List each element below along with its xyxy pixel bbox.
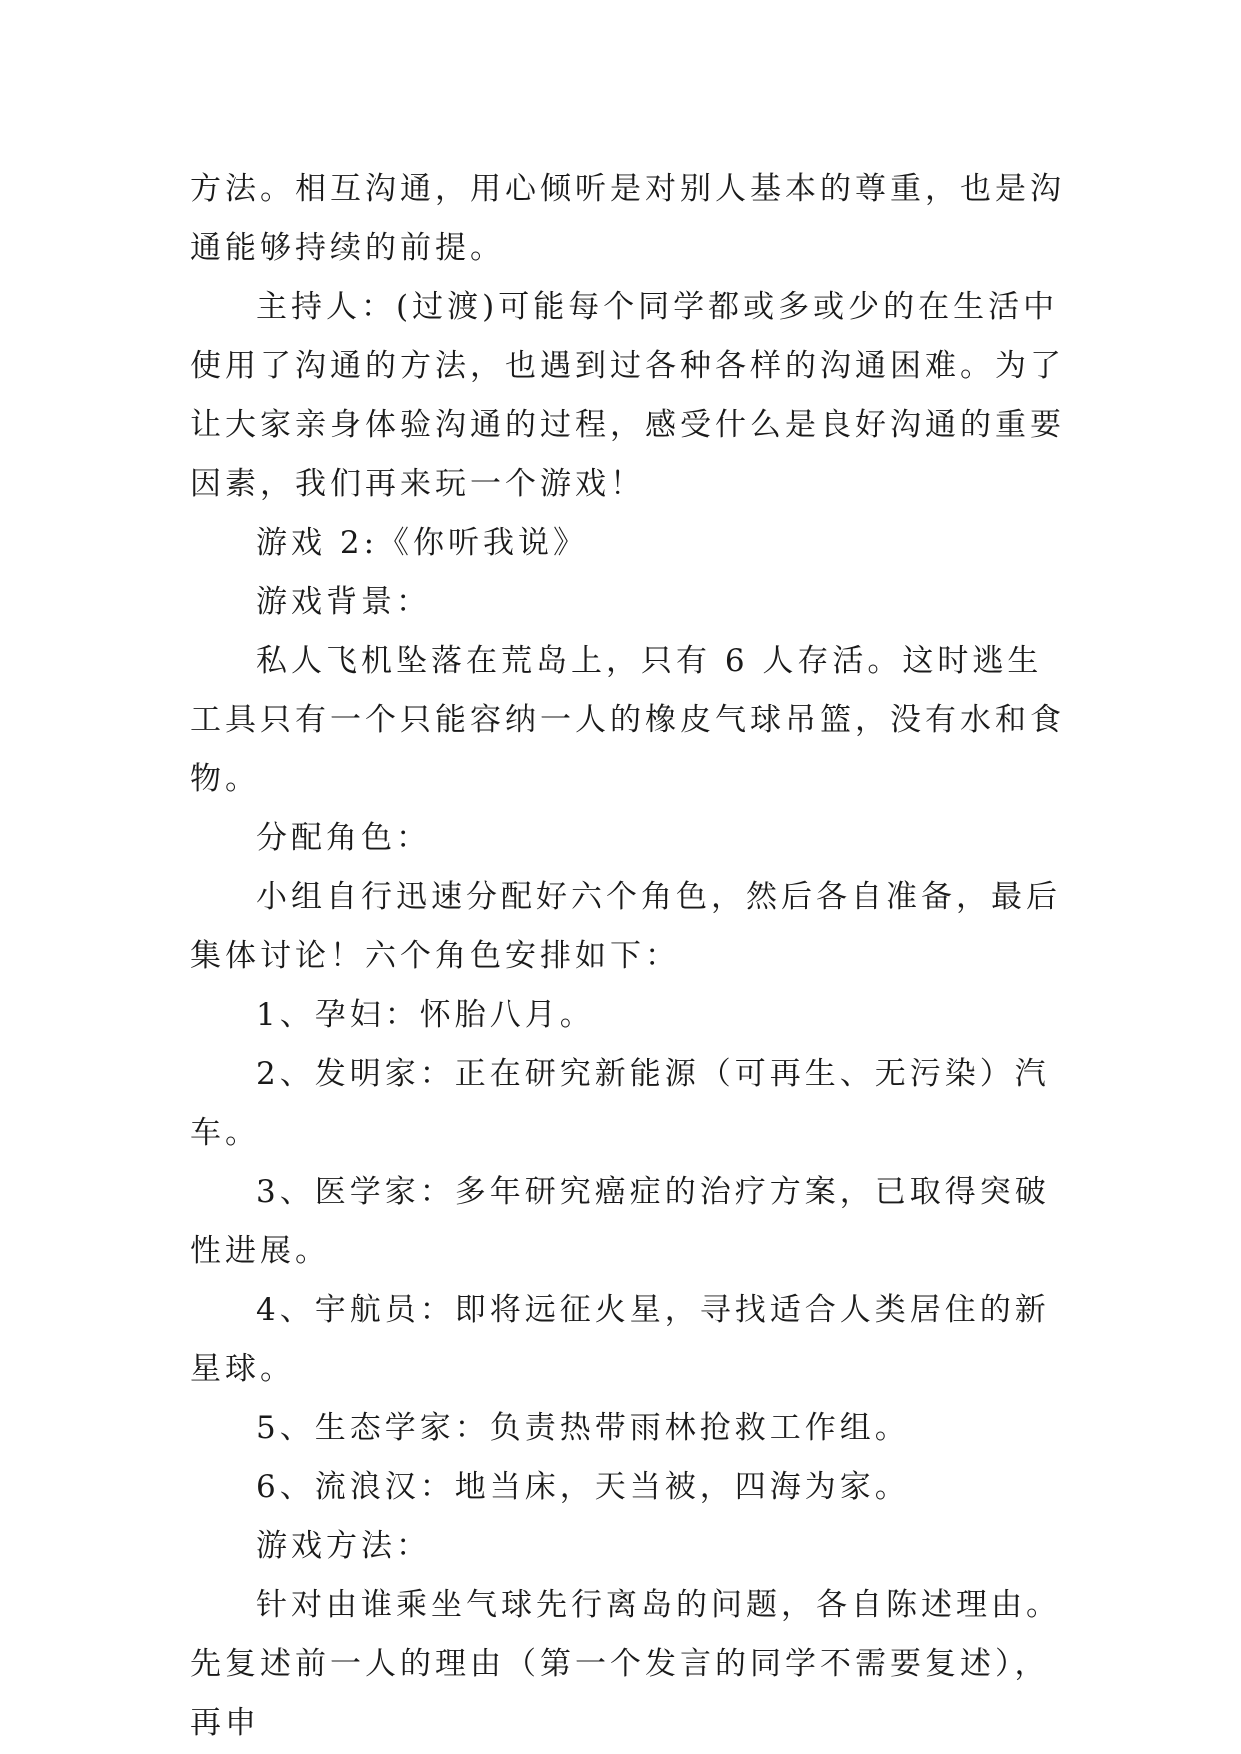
paragraph-8: 1、孕妇：怀胎八月。: [256, 997, 595, 1033]
paragraph-6: 分配角色：: [256, 820, 431, 856]
paragraph-11: 4、宇航员：即将远征火星，寻找适合人类居住的新星球。: [190, 1292, 1050, 1387]
paragraph-3: 游戏 2:《你听我说》: [256, 525, 589, 561]
paragraph-14: 游戏方法：: [256, 1528, 431, 1564]
paragraph-9: 2、发明家：正在研究新能源（可再生、无污染）汽车。: [190, 1056, 1050, 1151]
paragraph-13: 6、流浪汉：地当床，天当被，四海为家。: [256, 1469, 910, 1505]
paragraph-5: 私人飞机坠落在荒岛上，只有 6 人存活。这时逃生工具只有一个只能容纳一人的橡皮气球吊篮，没有水和食物。: [190, 643, 1065, 797]
paragraph-12: 5、生态学家：负责热带雨林抢救工作组。: [256, 1410, 910, 1446]
paragraph-15: 针对由谁乘坐气球先行离岛的问题，各自陈述理由。先复述前一人的理由（第一个发言的同学不需要复述），再申: [190, 1587, 1061, 1741]
paragraph-7: 小组自行迅速分配好六个角色，然后各自准备，最后集体讨论！六个角色安排如下：: [190, 879, 1061, 974]
paragraph-1: 方法。相互沟通，用心倾听是对别人基本的尊重，也是沟通能够持续的前提。: [190, 171, 1065, 266]
paragraph-4: 游戏背景：: [256, 584, 431, 620]
paragraph-2: 主持人：(过渡)可能每个同学都或多或少的在生活中使用了沟通的方法，也遇到过各种各样的沟通困难。为了让大家亲身体验沟通的过程，感受什么是良好沟通的重要因素，我们再来玩一个游戏！: [190, 289, 1065, 502]
paragraph-10: 3、医学家：多年研究癌症的治疗方案，已取得突破性进展。: [190, 1174, 1050, 1269]
document-body: [190, 160, 1070, 1753]
